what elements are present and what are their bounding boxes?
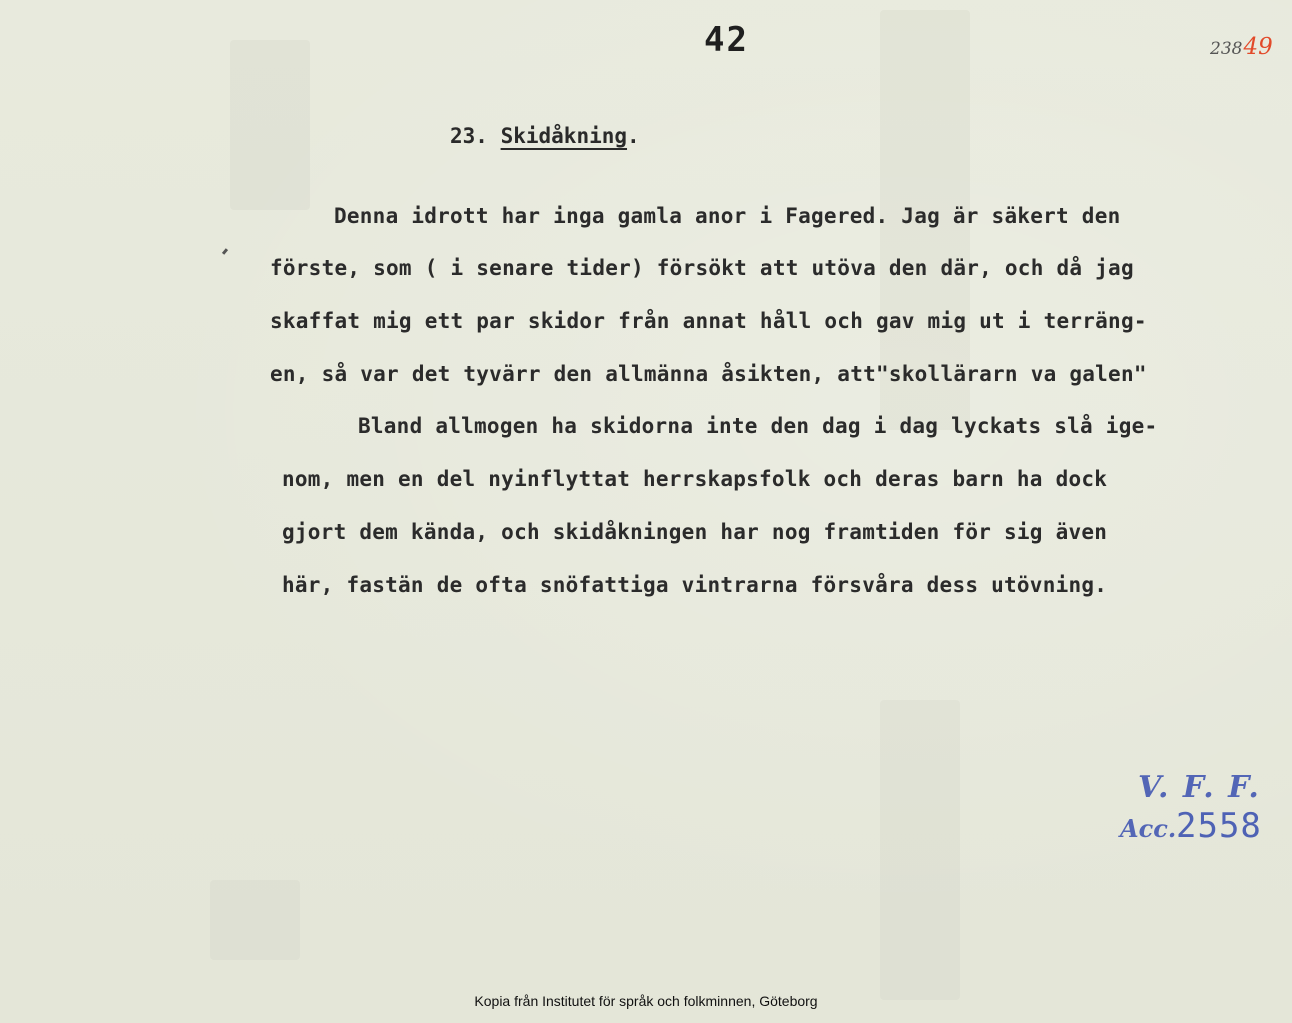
text-line: förste, som ( i senare tider) försökt att utöva den där, och då jag bbox=[270, 256, 1134, 280]
archive-number-red: 49 bbox=[1243, 34, 1273, 60]
section-title-end: . bbox=[627, 124, 640, 148]
bleed-through-mark bbox=[230, 40, 310, 210]
bleed-through-mark bbox=[880, 700, 960, 1000]
archive-number-prefix: 238 bbox=[1210, 39, 1243, 59]
footer-caption: Kopia från Institutet för språk och folkminnen, Göteborg bbox=[474, 993, 818, 1009]
stamp-line1: V. F. F. bbox=[1138, 770, 1261, 805]
text-line: Bland allmogen ha skidorna inte den dag i dag lyckats slå ige- bbox=[358, 414, 1158, 438]
text-line: nom, men en del nyinflyttat herrskapsfolk och deras barn ha dock bbox=[282, 467, 1108, 491]
text-line: skaffat mig ett par skidor från annat håll och gav mig ut i terräng- bbox=[270, 309, 1147, 333]
section-title: Skidåkning bbox=[500, 124, 628, 148]
section-number: 23. bbox=[450, 124, 488, 148]
archive-stamp bbox=[1116, 770, 1286, 860]
pen-mark bbox=[222, 248, 228, 255]
stamp-acc-number: 2558 bbox=[1176, 806, 1262, 846]
section-heading bbox=[450, 124, 640, 148]
text-line: här, fastän de ofta snöfattiga vintrarna försvåra dess utövning. bbox=[282, 573, 1108, 597]
text-line: gjort dem kända, och skidåkningen har nog framtiden för sig även bbox=[282, 520, 1108, 544]
archive-number bbox=[1210, 34, 1273, 60]
text-line: Denna idrott har inga gamla anor i Fagered. Jag är säkert den bbox=[334, 204, 1121, 228]
text-line: en, så var det tyvärr den allmänna åsikten, att"skollärarn va galen" bbox=[270, 362, 1147, 386]
bleed-through-mark bbox=[210, 880, 300, 960]
stamp-acc-label: Acc. bbox=[1120, 814, 1177, 843]
page-number: 42 bbox=[704, 20, 749, 60]
